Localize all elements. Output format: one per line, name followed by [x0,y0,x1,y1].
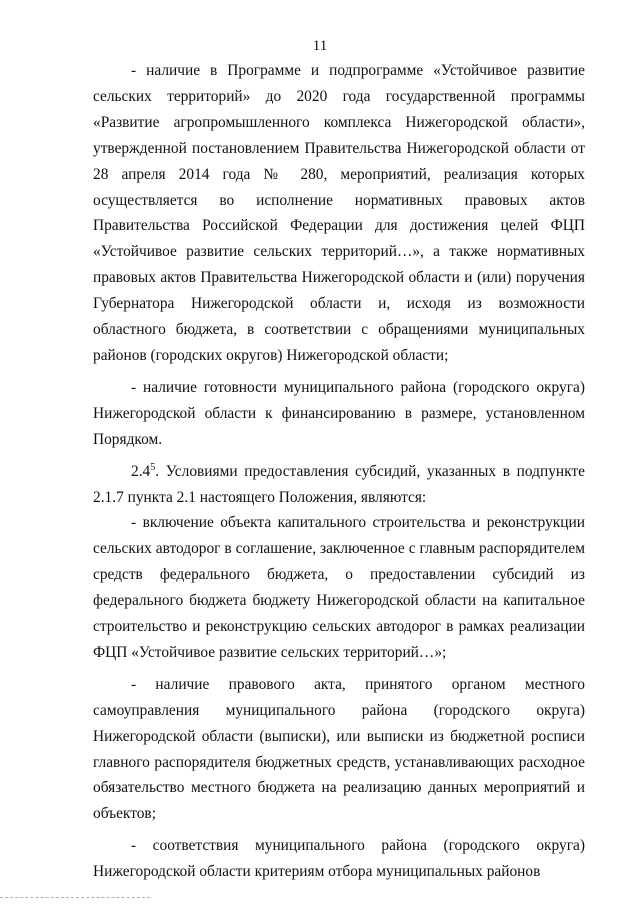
scan-edge-line [0,897,150,898]
paragraph-program-availability: - наличие в Программе и подпрограмме «Устойчивое развитие сельских территорий» до 2020 года государственной программы «Развитие агропромышленного комплекса Нижегородской области», утвержденной постановлением Правительства Нижегородской области от 28 апреля 2014 года № 280, мероприятий, реализация которых осуществляется во исполнение нормативных правовых актов Правительства Российской Федерации для достижения целей ФЦП «Устойчивое развитие сельских территорий…», а также нормативных правовых актов Правительства Нижегородской области и (или) поручения Губернатора Нижегородской области и, исходя из возможности областного бюджета, в соответствии с обращениями муниципальных районов (городских округов) Нижегородской области; [93,62,585,364]
document-body [93,58,585,885]
section-superscript: 5 [150,461,156,473]
condition-item-agreement: - включение объекта капитального строительства и реконструкции сельских автодорог в соглашение, заключенное с главным распорядителем средств федерального бюджета, о предоставлении субсидий из федерального бюджета бюджету Нижегородской области на капитальное строительство и реконструкцию сельских автодорог в рамках реализации ФЦП «Устойчивое развитие сельских территорий…»; [93,514,585,661]
condition-item-legal-act: - наличие правового акта, принятого органом местного самоуправления муниципального района (городского округа) Нижегородской области (выписки), или выписки из бюджетной росписи главного распорядителя бюджетных средств, устанавливающих расходное обязательство местного бюджета на реализацию данных мероприятий и объектов; [93,675,585,823]
section-text: . Условиями предоставления субсидий, указанных в подпункте 2.1.7 пункта 2.1 настоящего Положения, являются: [93,462,585,506]
condition-item-criteria: - соответствия муниципального района (городского округа) Нижегородской области критериям отбора муниципальных районов [93,837,585,881]
page-number: 11 [312,38,328,54]
paragraph-financing-readiness: - наличие готовности муниципального района (городского округа) Нижегородской области к финансированию в размере, установленном Порядком. [93,378,585,448]
section-number: 2.4 [131,462,151,480]
paragraph-section-2-4-5 [93,459,585,511]
